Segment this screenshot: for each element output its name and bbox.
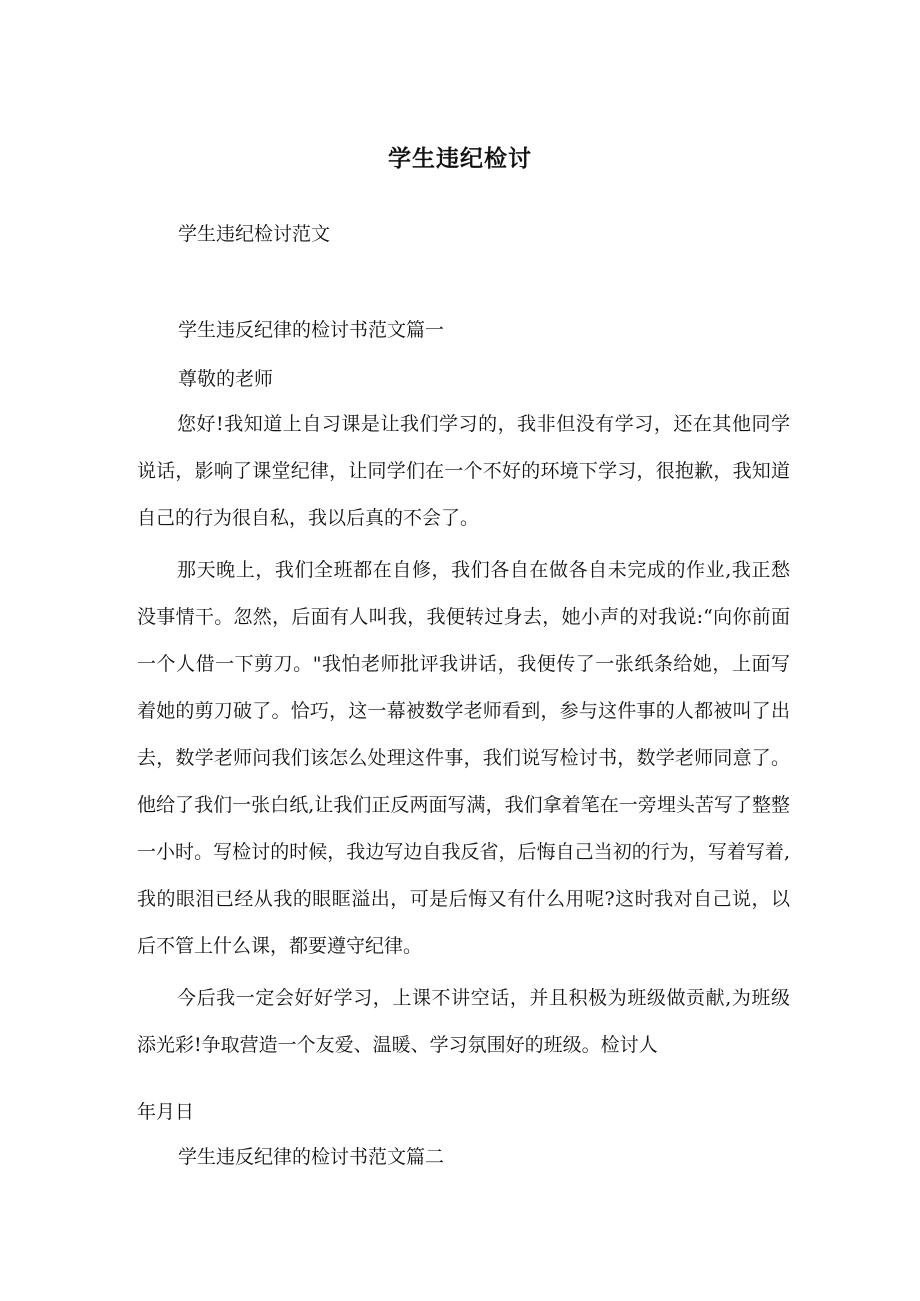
date-line: 年月日: [137, 1101, 195, 1123]
document-title: 学生违纪检讨: [388, 145, 532, 172]
document-subtitle: 学生违纪检讨范文: [178, 223, 331, 245]
paragraph-3: 今后我一定会好好学习，上课不讲空话，并且积极为班级做贡献,为班级添光彩!争取营造一个友爱、温暖、学习氛围好的班级。检讨人: [137, 987, 790, 1056]
salutation: 尊敬的老师: [178, 368, 274, 390]
paragraph-2: 那天晚上，我们全班都在自修，我们各自在做各自未完成的作业,我正愁没事情干。忽然，后面有人叫我，我便转过身去，她小声的对我说:“向你前面一个人借一下剪刀。"我怕老师批评我讲话，我便传了一张纸条给她，上面写着她的剪刀破了。恰巧，这一幕被数学老师看到，参与这件事的人都被叫了出去，数学老师问我们该怎么处理这件事，我们说写检讨书，数学老师同意了。他给了我们一张白纸,让我们正反两面写满，我们拿着笔在一旁埋头苦写了整整一小时。写检讨的时候，我边写边自我反省，后悔自己当初的行为，写着写着,我的眼泪已经从我的眼眶溢出，可是后悔又有什么用呢?这时我对自己说，以后不管上什么课，都要遵守纪律。: [137, 559, 790, 957]
paragraph-1: 您好!我知道上自习课是让我们学习的，我非但没有学习，还在其他同学说话，影响了课堂纪律，让同学们在一个不好的环境下学习，很抱歉，我知道自己的行为很自私，我以后真的不会了。: [137, 413, 790, 529]
section2-heading: 学生违反纪律的检讨书范文篇二: [178, 1146, 445, 1168]
section1-heading: 学生违反纪律的检讨书范文篇一: [178, 319, 445, 341]
